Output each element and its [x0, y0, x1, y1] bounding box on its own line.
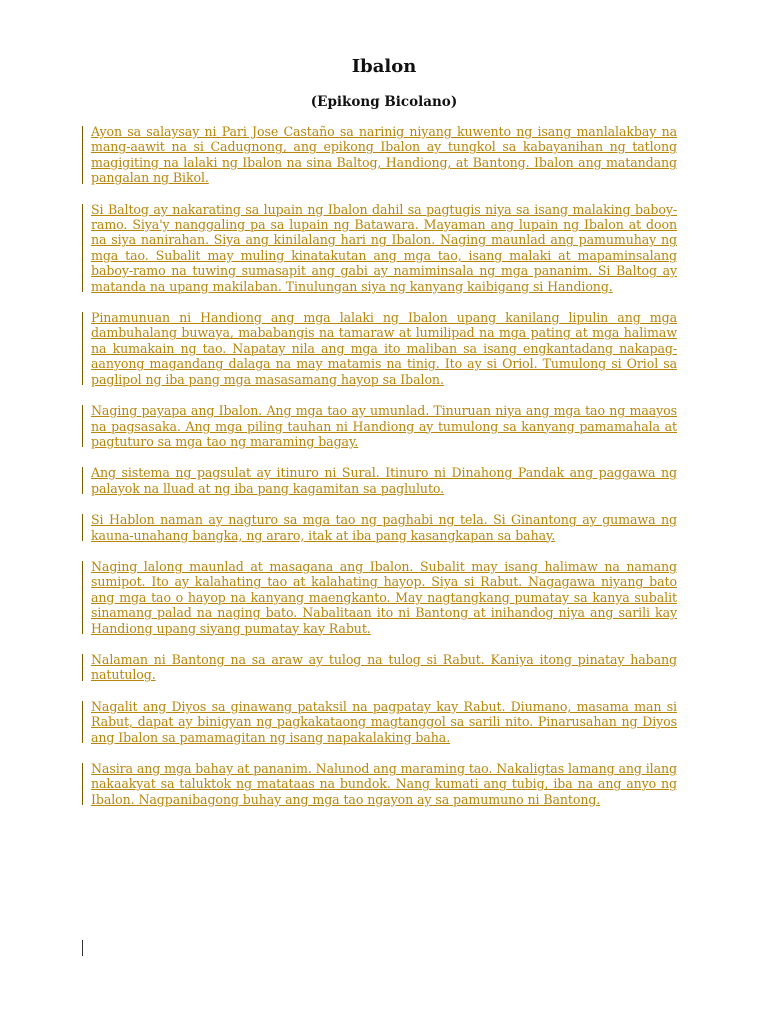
paragraph-1 [82, 124, 677, 186]
paragraph-text: Ang sistema ng pagsulat ay itinuro ni Sural. Itinuro ni Dinahong Pandak ang paggawa ng palayok na lluad at ng iba pang kagamitan sa pagluluto. [91, 465, 677, 496]
document-title: Ibalon [351, 56, 417, 77]
paragraph-text: Naging payapa ang Ibalon. Ang mga tao ay umunlad. Tinuruan niya ang mga tao ng maayos na pagsasaka. Ang mga piling tauhan ni Handiong ay tumulong sa kanyang pamamahala at pagtuturo sa mga tao ng maraming bagay. [91, 403, 677, 449]
paragraph-text: Ayon sa salaysay ni Pari Jose Castaño sa narinig niyang kuwento ng isang manlalakbay na mang-aawit na si Cadugnong, ang epikong Ibalon ay tungkol sa kabayanihan ng tatlong magigiting na lalaki ng Ibalon na sina Baltog, Handiong, at Bantong. Ibalon ang matandang pangalan ng Bikol. [91, 124, 677, 186]
paragraph-text: Pinamunuan ni Handiong ang mga lalaki ng Ibalon upang kanilang lipulin ang mga dambuhalang buwaya, mababangis na tamaraw at lumilipad na mga pating at mga halimaw na kumakain ng tao. Napatay nila ang mga ito maliban sa isang engkantadang nakapag-aanyong magandang dalaga na may matamis na tinig. Ito ay si Oriol. Tumulong si Oriol sa paglipol ng iba pang mga masasamang hayop sa Ibalon. [91, 310, 677, 387]
document-subtitle: (Epikong Bicolano) [310, 94, 458, 110]
paragraph-text: Si Baltog ay nakarating sa lupain ng Ibalon dahil sa pagtugis niya sa isang malaking baboy-ramo. Siya'y nanggaling pa sa lupain ng Batawara. Mayaman ang lupain ng Ibalon at doon na siya nanirahan. Siya ang kinilalang hari ng Ibalon. Naging maunlad ang pamumuhay ng mga tao. Subalit may muling kinatakutan ang mga tao, isang malaki at mapaminsalang baboy-ramo na tuwing sumasapit ang gabi ay namiminsala ng mga pananim. Si Baltog ay matanda na upang makilaban. Tinulungan siya ng kanyang kaibigang si Handiong. [91, 201, 677, 294]
paragraph-7 [82, 559, 677, 636]
text-cursor[interactable] [82, 940, 83, 956]
paragraph-text: Nasira ang mga bahay at pananim. Nalunod ang maraming tao. Nakaligtas lamang ang ilang nakaakyat sa taluktok ng matataas na bundok. Nang kumati ang tubig, iba na ang anyo ng Ibalon. Nagpanibagong buhay ang mga tao ngayon ay sa pamumuno ni Bantong. [91, 761, 677, 807]
paragraph-text: Si Hablon naman ay nagturo sa mga tao ng paghabi ng tela. Si Ginantong ay gumawa ng kauna-unahang bangka, ng araro, itak at iba pang kasangkapan sa bahay. [91, 512, 677, 543]
paragraph-10 [82, 761, 677, 807]
paragraph-9 [82, 699, 677, 745]
document-body [82, 124, 677, 823]
paragraph-text: Nalaman ni Bantong na sa araw ay tulog na tulog si Rabut. Kaniya itong pinatay habang natutulog. [91, 651, 677, 683]
paragraph-text: Naging lalong maunlad at masagana ang Ibalon. Subalit may isang halimaw na namang sumipot. Ito ay kalahating tao at kalahating hayop. Siya si Rabut. Nagagawa niyang bato ang mga tao o hayop na kanyang maengkanto. May nagtangkang pumatay sa kanya subalit sinamang palad na naging bato. Nabalitaan ito ni Bantong at inihandog niya ang sarili kay Handiong upang siyang pumatay kay Rabut. [91, 558, 677, 636]
paragraph-3 [82, 310, 677, 387]
paragraph-2 [82, 202, 677, 294]
paragraph-5 [82, 465, 677, 496]
paragraph-6 [82, 512, 677, 543]
paragraph-4 [82, 403, 677, 449]
paragraph-8 [82, 652, 677, 683]
paragraph-text: Nagalit ang Diyos sa ginawang pataksil na pagpatay kay Rabut. Diumano, masama man si Rabut, dapat ay binigyan ng pagkakataong magtanggol sa sarili nito. Pinarusahan ng Diyos ang Ibalon sa pamamagitan ng isang napakalaking baha. [91, 698, 677, 745]
